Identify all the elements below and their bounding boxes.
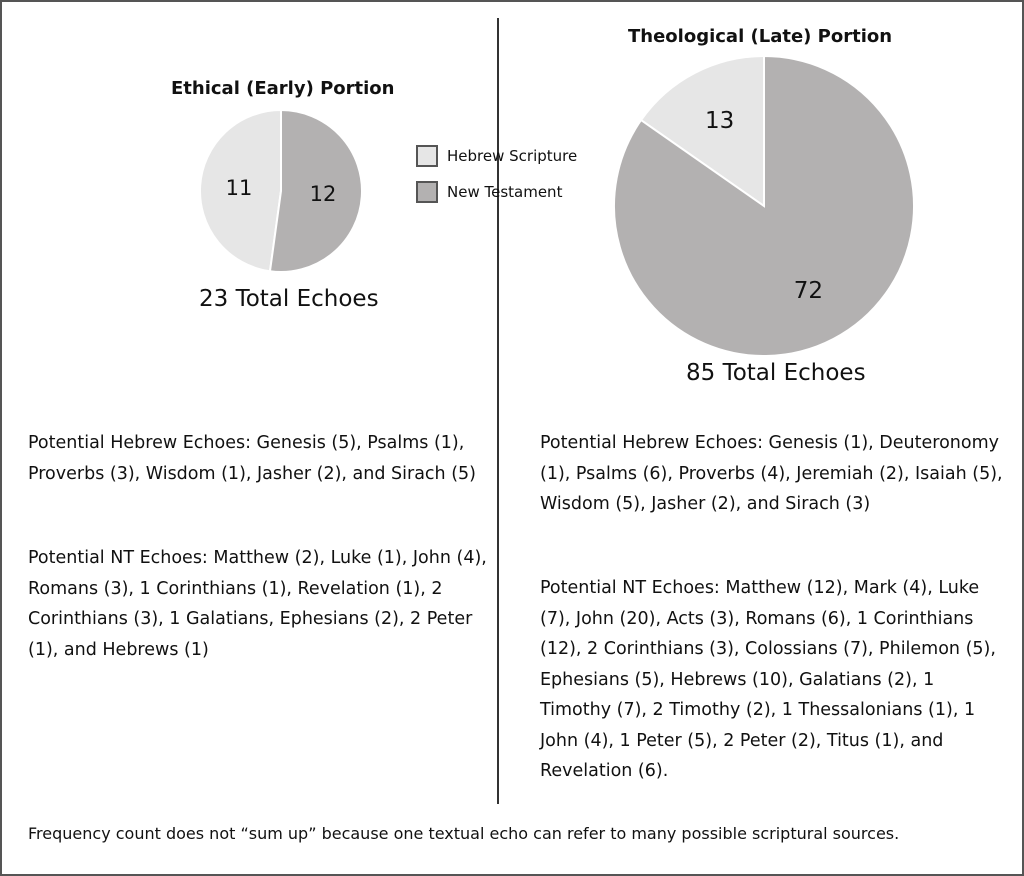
legend xyxy=(416,141,577,213)
pie-label-ethical-nt: 12 xyxy=(309,181,337,206)
nt-echoes-ethical: Potential NT Echoes: Matthew (2), Luke (1), John (4), Romans (3), 1 Corinthians (1), Revelation (1), 2 Corinthians (3), 1 Galatians, Ephesians (2), 2 Peter (1), and Hebrews (1) xyxy=(28,548,487,660)
pie-label-theological-hebrew: 13 xyxy=(704,107,735,134)
hebrew-echoes-ethical: Potential Hebrew Echoes: Genesis (5), Psalms (1), Proverbs (3), Wisdom (1), Jasher (2), and Sirach (5) xyxy=(28,433,476,484)
pie-chart-ethical xyxy=(200,110,362,272)
nt-echoes-theological: Potential NT Echoes: Matthew (12), Mark (4), Luke (7), John (20), Acts (3), Romans (6), 1 Corinthians (12), 2 Corinthians (3), Colossians (7), Philemon (5), Ephesians (5), Hebrews (10), Galatians (2), 1 Timothy (7), 2 Timothy (2), 1 Thessalonians (1), 1 John (4), 1 Peter (5), 2 Peter (2), Titus (1), and Revelation (6). xyxy=(540,578,996,781)
footnote: Frequency count does not “sum up” because one textual echo can refer to many possible scriptural sources. xyxy=(28,824,900,843)
total-echoes-ethical: 23 Total Echoes xyxy=(199,286,379,312)
pie-label-ethical-hebrew: 11 xyxy=(225,176,253,201)
legend-label-nt: New Testament xyxy=(447,183,563,201)
total-echoes-theological: 85 Total Echoes xyxy=(686,360,866,386)
legend-label-hebrew: Hebrew Scripture xyxy=(447,147,578,165)
pie-label-theological-nt: 72 xyxy=(793,278,824,305)
pie-chart-theological xyxy=(614,56,914,356)
chart-title-theological: Theological (Late) Portion xyxy=(628,26,893,47)
legend-item-nt xyxy=(416,177,577,207)
hebrew-echoes-theological: Potential Hebrew Echoes: Genesis (1), Deuteronomy (1), Psalms (6), Proverbs (4), Jeremiah (2), Isaiah (5), Wisdom (5), Jasher (2), and Sirach (3) xyxy=(540,433,1003,514)
chart-title-ethical: Ethical (Early) Portion xyxy=(171,78,395,99)
legend-item-hebrew xyxy=(416,141,577,171)
legend-swatch-nt xyxy=(416,181,438,203)
legend-swatch-hebrew xyxy=(416,145,438,167)
vertical-divider xyxy=(497,18,499,804)
